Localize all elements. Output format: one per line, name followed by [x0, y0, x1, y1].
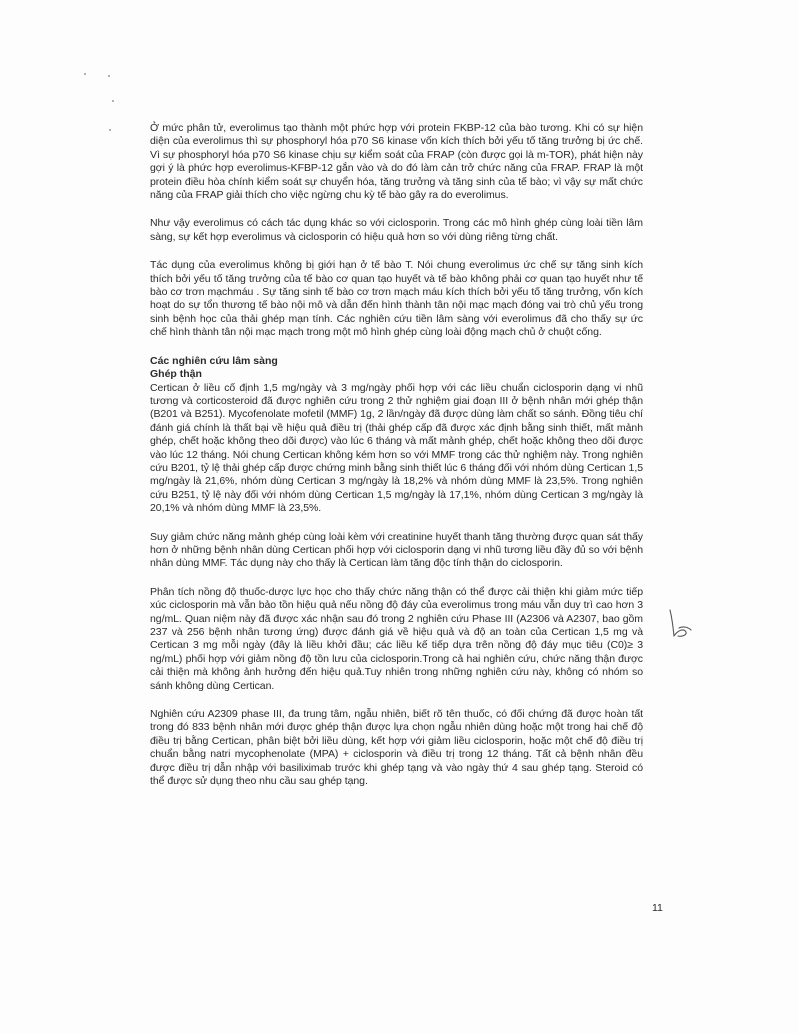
handwritten-initial-mark — [664, 606, 694, 642]
paragraph-molecular-mechanism: Ở mức phân tử, everolimus tạo thành một phức hợp với protein FKBP-12 của bào tương. Khi có sự hiện diện của everolimus thì sự phosphoryl hóa p70 S6 kinase vốn kích thích bởi yếu tố tăng trưởng bị ức chế. Vì sự phosphoryl hóa p70 S6 kinase chịu sự kiểm soát của FRAP (còn được gọi là m-TOR), phát hiện này gợi ý là phức hợp everolimus-KFBP-12 gắn vào và do đó làm cản trở chức năng của FRAP. FRAP là một protein điều hòa chính kiểm soát sự chuyển hóa, tăng trưởng và tăng sinh của tế bào; vì vậy sự mất chức năng của FRAP giải thích cho việc ngừng chu kỳ tế bào gây ra do everolimus. — [150, 122, 643, 202]
paragraph-pharmacokinetics: Phân tích nồng độ thuốc-dược lực học cho thấy chức năng thận có thể được cải thiện khi giảm mức tiếp xúc ciclosporin mà vẫn bảo tồn hiệu quả nếu nồng độ đáy của everolimus trong máu vẫn duy trì cao hơn 3 ng/mL. Quan niệm này đã được xác nhận sau đó trong 2 nghiên cứu Phase III (A2306 và A2307, bao gồm 237 và 256 bệnh nhân tương ứng) được đánh giá về hiệu quả và độ an toàn của Certican 1,5 mg và Certican 3 mg mỗi ngày (đây là liều khởi đầu; các liều kế tiếp dựa trên nồng độ đáy mục tiêu (C0)≥ 3 ng/mL) phối hợp với giảm nồng độ tồn lưu của ciclosporin.Trong cả hai nghiên cứu, chức năng thận được cải thiện mà không ảnh hưởng đến hiệu quả.Tuy nhiên trong những nghiên cứu này, không có nhóm so sánh không dùng Certican. — [150, 585, 643, 692]
paragraph-action-comparison: Như vậy everolimus có cách tác dụng khác so với ciclosporin. Trong các mô hình ghép cùng loài tiền lâm sàng, sự kết hợp everolimus và ciclosporin có hiệu quả hơn so với dùng riêng từng chất. — [150, 217, 643, 243]
scan-speck — [84, 73, 86, 75]
scan-speck — [112, 100, 114, 102]
section-heading: Các nghiên cứu lâm sàng — [150, 354, 278, 367]
scan-speck — [109, 129, 111, 131]
paragraph-a2309-study: Nghiên cứu A2309 phase III, đa trung tâm, ngẫu nhiên, biết rõ tên thuốc, có đối chứng đã được hoàn tất trong đó 833 bệnh nhân mới được ghép thận được lựa chọn ngẫu nhiên dùng hoặc một trong hai chế độ điều trị bằng Certican, phân biệt bởi liều dùng, kết hợp với giảm liều ciclosporin, hoặc một chế độ điều trị chuẩn bằng natri mycophenolate (MPA) + ciclosporin và điều trị trong 12 tháng. Tất cả bệnh nhân đều được điều trị dẫn nhập với basiliximab trước khi ghép tạng và vào ngày thứ 4 sau ghép tạng. Steroid có thể được sử dụng theo nhu cầu sau ghép tạng. — [150, 708, 643, 788]
paragraph-graft-function: Suy giảm chức năng mảnh ghép cùng loài kèm với creatinine huyết thanh tăng thường được quan sát thấy hơn ở những bệnh nhân dùng Certican phối hợp với ciclosporin dạng vi nhũ tương liều đầy đủ so với bệnh nhân dùng MMF. Tác dụng này cho thấy là Certican làm tăng độc tính thận do ciclosporin. — [150, 530, 643, 570]
document-body — [150, 122, 643, 803]
page-number: 11 — [652, 902, 663, 914]
paragraph-certican-trials: Certican ở liều cố định 1,5 mg/ngày và 3 mg/ngày phối hợp với các liều chuẩn ciclosporin dạng vi nhũ tương và corticosteroid đã được nghiên cứu trong 2 thử nghiệm giai đoạn III ở bệnh nhân mới ghép thận (B201 và B251). Mycofenolate mofetil (MMF) 1g, 2 lần/ngày đã được dùng làm chất so sánh. Đồng tiêu chí đánh giá chính là thất bại về hiệu quả điều trị (thải ghép cấp đã được xác định bằng sinh thiết, mất mảnh ghép, chết hoặc không theo dõi được) vào lúc 6 tháng và mất mảnh ghép, chết hoặc không theo dõi được vào lúc 12 tháng. Nói chung Certican không kém hơn so với MMF trong các thử nghiệm này. Trong nghiên cứu B201, tỷ lệ thải ghép cấp được chứng minh bằng sinh thiết lúc 6 tháng đối với nhóm dùng Certican 1,5 mg/ngày là 21,6%, nhóm dùng Certican 3 mg/ngày là 18,2% và nhóm dùng MMF là 23,5%. Trong nghiên cứu B251, tỷ lệ này đối với nhóm dùng Certican 1,5 mg/ngày là 17,1%, nhóm dùng Certican 3 mg/ngày là 20,1% và nhóm dùng MMF là 23,5%. — [150, 381, 643, 515]
clinical-studies-headings — [150, 355, 643, 382]
paragraph-cell-effects: Tác dụng của everolimus không bị giới hạn ở tế bào T. Nói chung everolimus ức chế sự tăng sinh kích thích bởi yếu tố tăng trưởng của tế bào cơ quan tạo huyết và tế bào không phải cơ quan tạo huyết như tế bào cơ trơn mạchmáu . Sự tăng sinh tế bào cơ trơn mạch máu kích thích bởi yếu tố tăng trưởng, vốn kích hoạt do sự tổn thương tế bào nội mô và dẫn đến hình thành tân nội mạc mạch đóng vai trò chủ yếu trong sinh bệnh học của thải ghép mạn tính. Các nghiên cứu tiền lâm sàng với everolimus đã cho thấy sự ức chế hình thành tân nội mạc mạch trong một mô hình ghép cùng loài động mạch chủ ở chuột cống. — [150, 259, 643, 339]
subsection-heading: Ghép thận — [150, 368, 202, 381]
scan-speck — [108, 75, 110, 77]
